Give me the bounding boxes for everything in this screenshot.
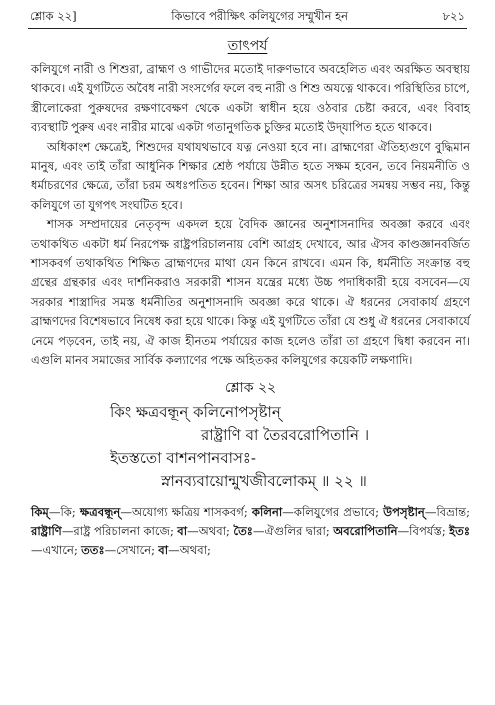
synonym-term: কলিনা — [251, 504, 283, 519]
synonym-meaning: রাষ্ট্র পরিচালনা কাজে; — [73, 523, 174, 538]
verse-label: শ্লোক ২২ — [224, 379, 277, 396]
synonym-meaning: অযোগ্য ক্ষত্রিয় শাসকবর্গ; — [131, 504, 248, 519]
synonym-term: রাষ্ট্রাণি — [31, 523, 62, 538]
running-header — [30, 8, 465, 27]
verse-line: রাষ্ট্রাণি বা তৈরবরোপিতানি । — [201, 425, 370, 444]
synonym-term: ক্ষত্রবন্ধূন্ — [79, 504, 121, 519]
verse-line: স্নানব্যবায়োন্মুখজীবলোকম্ ॥ ২২ ॥ — [161, 471, 367, 490]
purport-paragraph-3: শাসক সম্প্রদায়ের নেতৃবৃন্দ একদল হয়ে বৈদিক জ্ঞানের অনুশাসনাদির অবজ্ঞা করবে এবং তথাকথিত একটা ধর্ম নিরপেক্ষ রাষ্ট্রপরিচালনায় বেশি আগ্রহ দেখাবে, আর ঐসব কাণ্ডজ্ঞানবর্জিত শাসকবর্গ তথাকথিত শিক্ষিত ব্রাহ্মণদের মাথা যেন কিনে রাখবে। এমন কি, ধর্মনীতি সংক্রান্ত বহু গ্রন্থের গ্রন্থকার এবং দার্শনিকরাও সরকারী শাসন যন্ত্রের মধ্যে উচ্চ পদাধিকারী হয়ে বসবেন—যে সরকার শাস্ত্রাদির সমস্ত ধর্মনীতির অনুশাসনাদি অবজ্ঞা করে থাকে। ঐ ধরনের সেবাকার্য গ্রহণে ব্রাহ্মণদের বিশেষভাবে নিষেধ করা হয়ে থাকে। কিন্তু এই যুগটিতে তাঁরা যে শুধু ঐ ধরনের সেবাকার্যে নেমে পড়বেন, তাই নয়, ঐ কাজ হীনতম পর্যায়ের কাজ হলেও তাঁরা তা গ্রহণে দ্বিধা করবেন না। এগুলি মানব সমাজের সার্বিক কল্যাণের পক্ষে অহিতকর কলিযুগের কয়েকটি লক্ষণাদি। — [31, 217, 470, 368]
synonym-meaning: অথবা; — [198, 523, 230, 538]
purport-paragraph-1: কলিযুগে নারী ও শিশুরা, ব্রাহ্মণ ও গাভীদের মতোই দারুণভাবে অবহেলিত এবং অরক্ষিত অবস্থায় থাকবে। এই যুগটিতে অবৈধ নারী সংসর্গের ফলে বহু নারী ও শিশু অযত্নে থাকবে। পরিস্থিতির চাপে, স্ত্রীলোকেরা পুরুষদের রক্ষণাবেক্ষণ থেকে একটা স্বাধীন হয়ে ওঠবার চেষ্টা করবে, এবং বিবাহ ব্যবস্থাটি পুরুষ এবং নারীর মাঝে একটা গতানুগতিক চুক্তির মতোই উদ্‌যাপিত হতে থাকবে। — [31, 62, 470, 135]
synonym-term: কিম্ — [31, 504, 49, 519]
verse-line: কিং ক্ষত্রবন্ধূন্ কলিনোপসৃষ্টান্ — [110, 402, 281, 421]
synonym-term: ততঃ — [81, 543, 105, 558]
sanskrit-verse — [31, 401, 470, 493]
synonym-meaning: অথবা; — [179, 543, 211, 558]
purport-paragraph-2: অধিকাংশ ক্ষেত্রেই, শিশুদের যথাযথভাবে যত্ন নেওয়া হবে না। ব্রাহ্মণেরা ঐতিহ্যগুণে বুদ্ধিমান মানুষ, এবং তাই তাঁরা আধুনিক শিক্ষার শ্রেষ্ঠ পর্যায়ে উন্নীত হতে সক্ষম হবেন, তবে নিয়মনীতি ও ধর্মাচরণের ক্ষেত্রে, তাঁরা চরম অধঃপতিত হবেন। শিক্ষা আর অসৎ চরিত্রের সমন্বয় সম্ভব নয়, কিন্তু কলিযুগে তা যুগপৎ সংঘটিত হবে। — [31, 139, 470, 212]
word-meanings: কিম্—কি; ক্ষত্রবন্ধূন্—অযোগ্য ক্ষত্রিয় শাসকবর্গ; কলিনা—কলিযুগের প্রভাবে; উপসৃষ্টান্—বিভ্রান্ত; রাষ্ট্রাণি—রাষ্ট্র পরিচালনা কাজে; বা—অথবা; তৈঃ—ঐগুলির দ্বারা; অবরোপিতানি—বিপর্যস্ত; ইতঃ—এখানে; ততঃ—সেখানে; বা—অথবা; — [31, 504, 471, 558]
synonym-term: ইতঃ — [449, 523, 471, 538]
synonym-term: বা — [158, 543, 169, 558]
synonym-meaning: বিভ্রান্ত; — [436, 504, 470, 519]
synonym-term: উপসৃষ্টান্ — [383, 504, 425, 519]
synonym-meaning: কলিযুগের প্রভাবে; — [293, 504, 379, 519]
page-number: ৮২১ — [442, 9, 465, 23]
synonym-term: তৈঃ — [233, 523, 253, 538]
page-body — [31, 60, 470, 561]
synonym-term: অবরোপিতানি — [333, 523, 398, 538]
synonym-meaning: ঐগুলির দ্বারা; — [264, 523, 330, 538]
chapter-title: কিভাবে পরীক্ষিৎ কলিযুগের সম্মুখীন হন — [171, 9, 349, 23]
verse-line: ইতস্ততো বাশনপানবাসঃ- — [110, 448, 256, 467]
synonym-meaning: সেখানে; — [116, 543, 156, 558]
verse-reference: শ্লোক ২২] — [30, 9, 77, 23]
synonym-term: বা — [177, 523, 188, 538]
header-rule — [28, 28, 467, 29]
synonym-meaning: এখানে; — [42, 543, 78, 558]
purport-heading: তাৎপর্য — [227, 38, 268, 54]
synonym-meaning: কি; — [60, 504, 76, 519]
synonym-meaning: বিপর্যস্ত; — [409, 523, 446, 538]
